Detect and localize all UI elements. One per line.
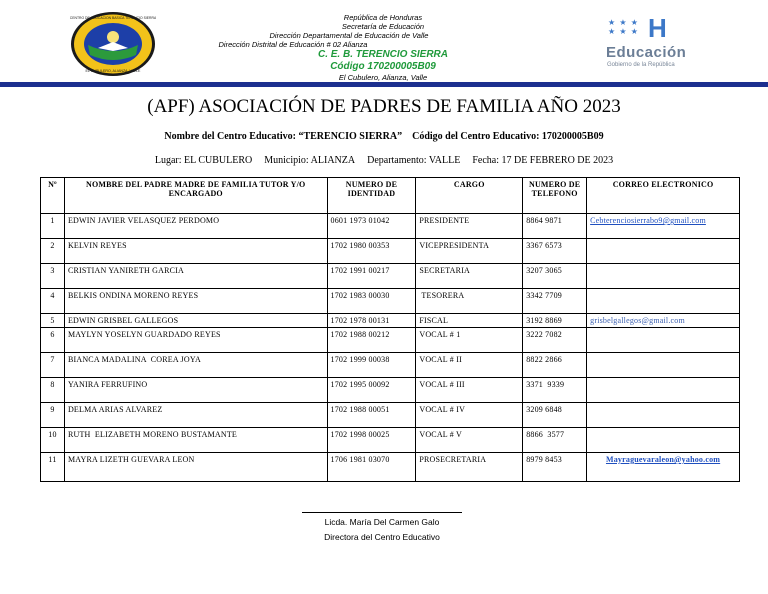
cell-phone: 3207 3065 (523, 264, 587, 289)
letterhead-location: El Cubulero, Alianza, Valle (338, 73, 428, 82)
info-department: Departamento: VALLE (367, 155, 461, 166)
cell-identity: 1706 1981 03070 (327, 453, 416, 482)
table-row (41, 289, 740, 314)
cell-email (587, 328, 740, 353)
cell-number: 7 (41, 353, 65, 378)
letterhead (200, 13, 566, 82)
school-subtitle (0, 131, 768, 142)
letterhead-line-district: Dirección Distrital de Educación # 02 Alianza (218, 40, 368, 49)
cell-email (587, 289, 740, 314)
letterhead-school-code: Código 170200005B09 (330, 61, 436, 72)
header-phone: NUMERO DE TELEFONO (523, 178, 587, 214)
cell-phone: 8979 8453 (523, 453, 587, 482)
cell-identity: 1702 1998 00025 (327, 428, 416, 453)
letterhead-line-country: República de Honduras (343, 13, 423, 22)
table-row (41, 428, 740, 453)
cell-role: VOCAL # III (416, 378, 523, 403)
cell-name: KELVIN REYES (64, 239, 327, 264)
table-row (41, 314, 740, 328)
cell-phone: 3342 7709 (523, 289, 587, 314)
cell-email (587, 378, 740, 403)
cell-phone: 8864 9871 (523, 214, 587, 239)
cell-email (587, 353, 740, 378)
cell-email (587, 239, 740, 264)
cell-email (587, 314, 740, 328)
table-row (41, 403, 740, 428)
signature-name: Licda. María Del Carmen Galo (324, 517, 440, 527)
logo-h-mark: H (648, 13, 667, 43)
cell-role: PROSECRETARIA (416, 453, 523, 482)
header-role: CARGO (416, 178, 523, 214)
cell-email (587, 453, 740, 482)
cell-number: 9 (41, 403, 65, 428)
table-row (41, 239, 740, 264)
cell-email (587, 403, 740, 428)
cell-name: EDWIN GRISBEL GALLEGOS (64, 314, 327, 328)
educacion-logo (598, 14, 700, 72)
signature-line (302, 512, 462, 513)
cell-phone: 8822 2866 (523, 353, 587, 378)
cell-phone: 3209 6848 (523, 403, 587, 428)
cell-identity: 1702 1991 00217 (327, 264, 416, 289)
email-link[interactable]: Cebterenciosierrabo9@gmail.com (590, 216, 706, 225)
cell-number: 10 (41, 428, 65, 453)
header-email: CORREO ELECTRONICO (587, 178, 740, 214)
cell-role: PRESIDENTE (416, 214, 523, 239)
cell-identity: 1702 1988 00051 (327, 403, 416, 428)
cell-identity: 1702 1988 00212 (327, 328, 416, 353)
cell-name: MAYLYN YOSELYN GUARDADO REYES (64, 328, 327, 353)
cell-number: 8 (41, 378, 65, 403)
cell-number: 4 (41, 289, 65, 314)
cell-identity: 1702 1995 00092 (327, 378, 416, 403)
cell-role: VOCAL # V (416, 428, 523, 453)
cell-role: VOCAL # IV (416, 403, 523, 428)
table-row (41, 328, 740, 353)
email-link[interactable]: Mayraguevaraleon@yahoo.com (605, 455, 721, 464)
seal-ring-text: CENTRO DE EDUCACION BASICA TERENCIO SIERRA (70, 16, 156, 20)
cell-phone: 3367 6573 (523, 239, 587, 264)
header-number: Nº (41, 178, 65, 214)
info-municipality: Municipio: ALIANZA (264, 155, 356, 166)
cell-role: VOCAL # 1 (416, 328, 523, 353)
cell-role: SECRETARIA (416, 264, 523, 289)
cell-number: 6 (41, 328, 65, 353)
cell-number: 5 (41, 314, 65, 328)
cell-identity: 1702 1983 00030 (327, 289, 416, 314)
cell-number: 2 (41, 239, 65, 264)
cell-email (587, 428, 740, 453)
cell-name: BELKIS ONDINA MORENO REYES (64, 289, 327, 314)
cell-name: CRISTIAN YANIRETH GARCIA (64, 264, 327, 289)
cell-identity: 1702 1980 00353 (327, 239, 416, 264)
subtitle-school-name: Nombre del Centro Educativo: “TERENCIO SIERRA” (164, 131, 403, 142)
cell-email (587, 264, 740, 289)
cell-role: VOCAL # II (416, 353, 523, 378)
cell-identity: 1702 1999 00038 (327, 353, 416, 378)
signature-role: Directora del Centro Educativo (324, 532, 440, 542)
cell-name: EDWIN JAVIER VELASQUEZ PERDOMO (64, 214, 327, 239)
table-header-row (41, 178, 740, 214)
header-identity: NUMERO DE IDENTIDAD (327, 178, 416, 214)
meeting-info (0, 155, 768, 166)
cell-name: BIANCA MADALINA COREA JOYA (64, 353, 327, 378)
cell-role: FISCAL (416, 314, 523, 328)
cell-number: 11 (41, 453, 65, 482)
table-row (41, 378, 740, 403)
email-text[interactable]: grisbelgallegos@gmail.com (590, 316, 685, 325)
cell-phone: 3192 8869 (523, 314, 587, 328)
cell-name: MAYRA LIZETH GUEVARA LEON (64, 453, 327, 482)
header-divider-bar (0, 82, 768, 87)
table-row (41, 264, 740, 289)
table-row (41, 353, 740, 378)
cell-phone: 3222 7082 (523, 328, 587, 353)
table-row (41, 453, 740, 482)
cell-role: TESORERA (416, 289, 523, 314)
document-title: (APF) ASOCIACIÓN DE PADRES DE FAMILIA AÑO 2023 (147, 96, 621, 117)
letterhead-line-department: Dirección Departamental de Educación de Valle (269, 31, 429, 40)
cell-email (587, 214, 740, 239)
cell-identity: 0601 1973 01042 (327, 214, 416, 239)
cell-name: RUTH ELIZABETH MORENO BUSTAMANTE (64, 428, 327, 453)
cell-role: VICEPRESIDENTA (416, 239, 523, 264)
cell-number: 1 (41, 214, 65, 239)
subtitle-school-code: Código del Centro Educativo: 170200005B09 (412, 131, 604, 142)
cell-phone: 8866 3577 (523, 428, 587, 453)
info-place: Lugar: EL CUBULERO (154, 155, 253, 166)
cell-name: DELMA ARIAS ALVAREZ (64, 403, 327, 428)
logo-name: Educación (606, 44, 687, 61)
letterhead-line-ministry: Secretaría de Educación (341, 22, 425, 31)
seal-bottom-text: EL CUBULERO, ALIANZA, VALLE (85, 69, 141, 73)
star-icons: ★ ★ ★ ★ ★ ★ (608, 18, 639, 36)
cell-number: 3 (41, 264, 65, 289)
letterhead-school-name: C. E. B. TERENCIO SIERRA (317, 49, 448, 60)
cell-phone: 3371 9339 (523, 378, 587, 403)
cell-name: YANIRA FERRUFINO (64, 378, 327, 403)
members-table (40, 177, 740, 482)
header-name: NOMBRE DEL PADRE MADRE DE FAMILIA TUTOR Y/O ENCARGADO (64, 178, 327, 214)
cell-identity: 1702 1978 00131 (327, 314, 416, 328)
info-date: Fecha: 17 DE FEBRERO DE 2023 (472, 155, 614, 166)
logo-tagline: Gobierno de la República (607, 62, 675, 68)
table-row (41, 214, 740, 239)
